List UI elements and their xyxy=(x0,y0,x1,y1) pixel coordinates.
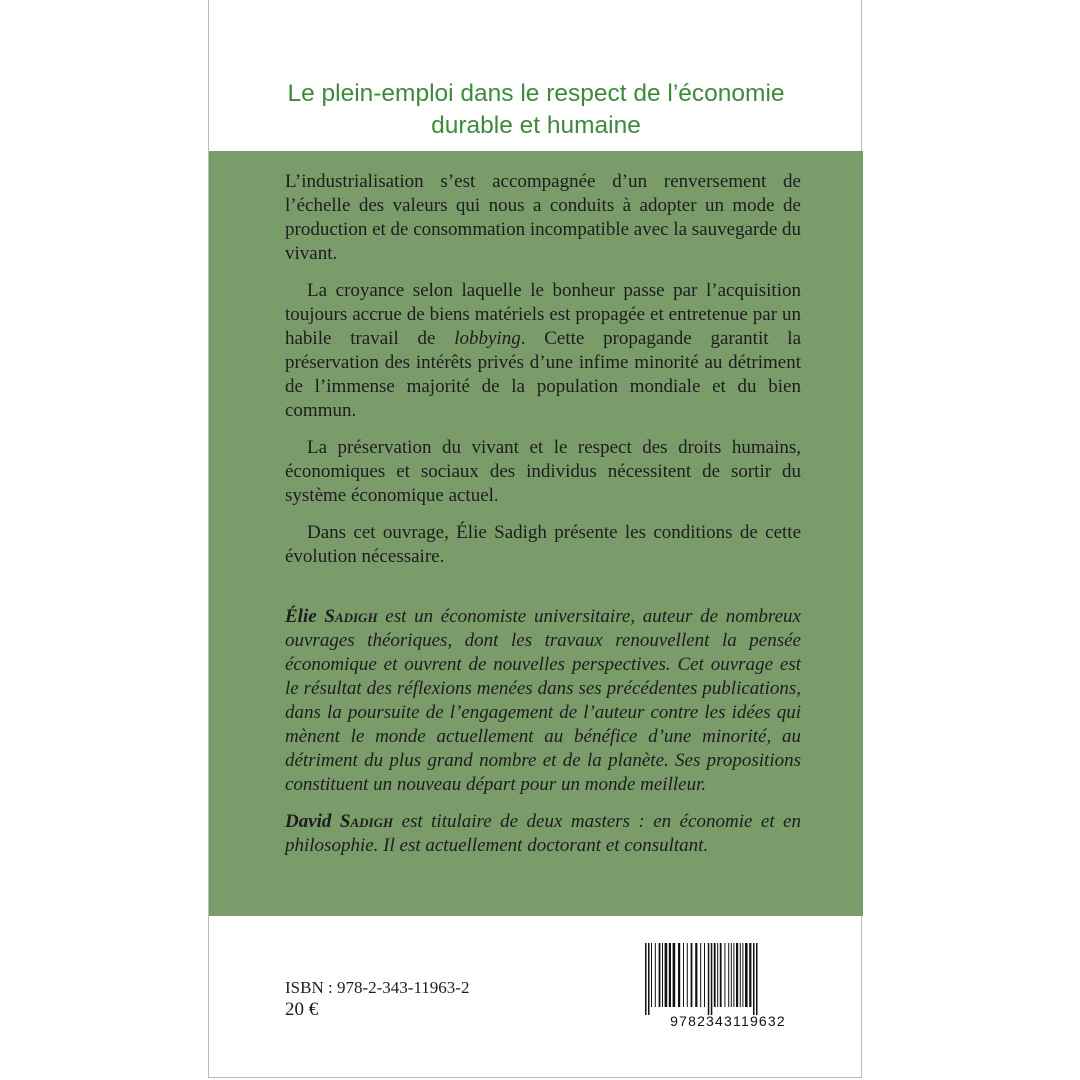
p2-italic-word: lobbying xyxy=(454,328,521,349)
barcode-bar xyxy=(662,943,663,1007)
barcode-bar xyxy=(745,943,748,1007)
barcode-bars xyxy=(639,941,817,1015)
barcode-bar xyxy=(733,943,734,1007)
barcode xyxy=(639,941,817,1029)
price-text: 20 € xyxy=(285,999,319,1020)
barcode-bar xyxy=(753,943,755,1015)
barcode-bar xyxy=(648,943,650,1015)
barcode-bar xyxy=(669,943,671,1007)
barcode-bar xyxy=(673,943,676,1007)
p2-text-end: . Cette propagande garantit la préservation des intérêts privés d’une infime minorité au détriment de l’immense majorité de la population mondiale et du bien commun. xyxy=(285,328,801,421)
barcode-bar xyxy=(728,943,729,1007)
barcode-bar xyxy=(749,943,751,1007)
barcode-bar xyxy=(645,943,647,1015)
barcode-bar xyxy=(651,943,652,1007)
blurb-paragraph-3: La préservation du vivant et le respect des droits humains, économiques et sociaux des individus nécessitent de sortir du système économique actuel. xyxy=(285,437,801,506)
barcode-bar xyxy=(655,943,656,1007)
barcode-digits: 9782343119632 xyxy=(670,1013,786,1029)
barcode-bar xyxy=(740,943,741,1007)
barcode-bar xyxy=(678,943,680,1007)
barcode-bar xyxy=(742,943,743,1007)
barcode-bar xyxy=(708,943,710,1015)
author-name-elie: Élie Sadigh xyxy=(285,606,378,627)
author-bio-david xyxy=(285,810,801,858)
barcode-bar xyxy=(704,943,705,1007)
barcode-bar xyxy=(659,943,661,1007)
barcode-bar xyxy=(717,943,718,1007)
author-bio-elie-text: est un économiste universitaire, auteur de nombreux ouvrages théoriques, dont les travaux renouvellent la pensée économique et ouvrent de nouvelles perspectives. Cet ouvrage est le résultat des réflexions menées dans ses précédentes publications, dans la poursuite de l’engagement de l’auteur contre les idées qui mènent le monde actuellement au bénéfice d’une minorité, au détriment du plus grand nombre et de la planète. Ses propositions constituent un nouveau départ pour un monde meilleur. xyxy=(285,606,801,795)
book-title xyxy=(209,78,863,142)
blurb-panel xyxy=(209,151,863,916)
barcode-bar xyxy=(665,943,668,1007)
barcode-bar xyxy=(736,943,738,1007)
author-bio-david-text: est titulaire de deux masters : en économie et en philosophie. Il est actuellement doctorant et consultant. xyxy=(285,811,801,856)
barcode-bar xyxy=(687,943,688,1007)
barcode-bar xyxy=(720,943,722,1007)
barcode-bar xyxy=(683,943,684,1007)
isbn-text: ISBN : 978-2-343-11963-2 xyxy=(285,978,470,997)
barcode-bar xyxy=(711,943,713,1015)
title-line-2: durable et humaine xyxy=(431,112,641,140)
barcode-bar xyxy=(700,943,701,1007)
blurb-paragraph-4: Dans cet ouvrage, Élie Sadigh présente les conditions de cette évolution nécessaire. xyxy=(285,522,801,567)
barcode-bar xyxy=(724,943,725,1007)
p2-text-start: La croyance selon laquelle le bonheur passe par l’acquisition toujours accrue de biens matériels est propagée et entretenue par un habile travail de xyxy=(285,280,801,349)
barcode-bar xyxy=(695,943,697,1007)
title-line-1: Le plein-emploi dans le respect de l’économie xyxy=(287,80,785,108)
barcode-bar xyxy=(691,943,693,1007)
barcode-bar xyxy=(714,943,716,1007)
blurb-paragraph-2 xyxy=(285,279,801,423)
barcode-bar xyxy=(756,943,758,1015)
author-bio-elie xyxy=(285,605,801,797)
author-name-david: David Sadigh xyxy=(285,811,394,832)
barcode-bar xyxy=(731,943,732,1007)
blurb-paragraph-1: L’industrialisation s’est accompagnée d’un renversement de l’échelle des valeurs qui nous a conduits à adopter un mode de production et de consommation incompatible avec la sauvegarde du vivant. xyxy=(285,171,801,264)
book-back-cover xyxy=(208,0,862,1078)
